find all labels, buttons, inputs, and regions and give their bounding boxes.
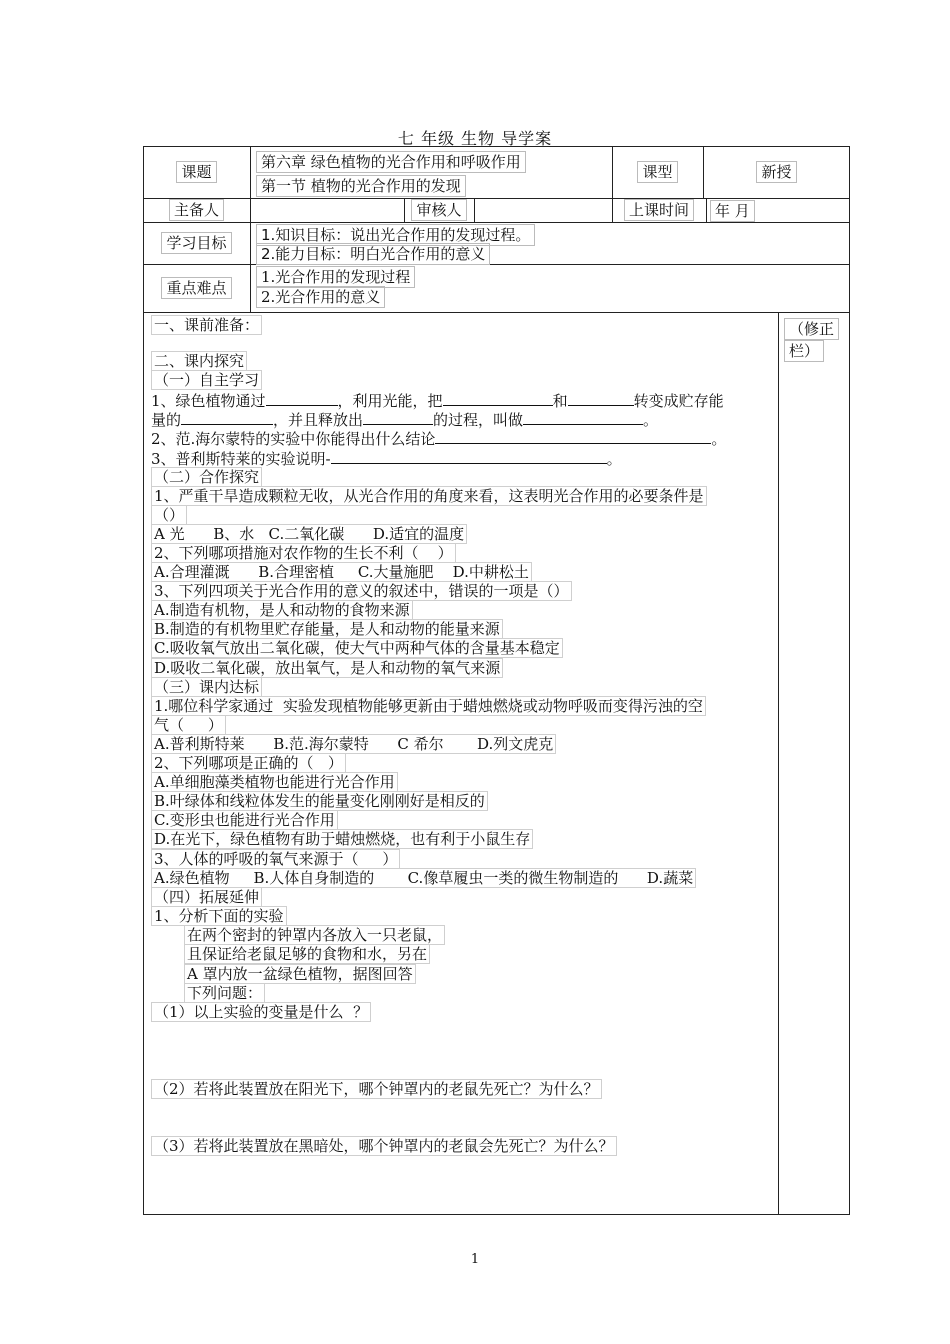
- question-goal-1: 1.哪位科学家通过 实验发现植物能够更新由于蜡烛燃烧或动物呼吸而变得污浊的空: [151, 697, 706, 716]
- question-goal-2-option-d: D.在光下，绿色植物有助于蜡烛燃烧，也有利于小鼠生存: [151, 830, 533, 849]
- question-goal-3-options: A.绿色植物 B.人体自身制造的 C.像草履虫一类的微生物制造的 D.蔬菜: [151, 869, 696, 888]
- question-coop-1-bracket: （）: [151, 506, 187, 525]
- question-goal-2-option-b: B.叶绿体和线粒体发生的能量变化刚刚好是相反的: [151, 792, 488, 811]
- preparer-label: 主备人: [143, 198, 250, 222]
- question-self-2: 2、范.海尔蒙特的实验中你能得出什么结论 。: [151, 430, 727, 448]
- answer-blank[interactable]: [181, 410, 273, 425]
- question-self-1-line-1: 1、绿色植物通过 ，利用光能，把 和 转变成贮存能: [151, 392, 724, 410]
- question-ext-part-1: （1）以上实验的变量是什么 ？: [151, 1003, 371, 1022]
- answer-blank[interactable]: [523, 410, 643, 425]
- question-coop-3-option-b: B.制造的有机物里贮存能量，是人和动物的能量来源: [151, 620, 503, 639]
- page-number: 1: [470, 1252, 480, 1267]
- question-coop-2-options: A.合理灌溉 B.合理密植 C.大量施肥 D.中耕松土: [151, 563, 532, 582]
- class-time-value: 年 月: [710, 200, 755, 222]
- topic-line-2: 第一节 植物的光合作用的发现: [256, 175, 466, 197]
- experiment-text-1: 在两个密封的钟罩内各放入一只老鼠，: [184, 926, 445, 945]
- question-ext-part-2: （2）若将此装置放在阳光下，哪个钟罩内的老鼠先死亡？为什么？: [151, 1080, 602, 1099]
- col-divider: [474, 198, 475, 222]
- question-self-1-line-2: 量的 ，并且释放出 的过程，叫做 。: [151, 411, 659, 429]
- question-coop-3-option-c: C.吸收氧气放出二氧化碳，使大气中两种气体的含量基本稳定: [151, 639, 563, 658]
- keypoint-1: 1.光合作用的发现过程: [256, 266, 415, 288]
- experiment-text-2: 且保证给老鼠足够的食物和水，另在: [184, 945, 430, 964]
- question-self-3: 3、普利斯特莱的实验说明- 。: [151, 450, 622, 468]
- col-divider: [706, 198, 707, 222]
- question-goal-1-options: A.普利斯特莱 B.范.海尔蒙特 C 希尔 D.列文虎克: [151, 735, 556, 754]
- goal-ability: 2.能力目标：明白光合作用的意义: [256, 243, 490, 265]
- goal-knowledge: 1.知识目标：说出光合作用的发现过程。: [256, 224, 535, 246]
- question-goal-2-option-a: A.单细胞藻类植物也能进行光合作用: [151, 773, 398, 792]
- type-label: 课型: [612, 146, 703, 198]
- question-goal-2: 2、下列哪项是正确的（ ）: [151, 754, 346, 773]
- row-divider: [143, 312, 850, 313]
- question-goal-3: 3、人体的呼吸的氧气来源于（ ）: [151, 850, 400, 869]
- topic-label: 课题: [143, 146, 250, 198]
- keypoint-2: 2.光合作用的意义: [256, 286, 385, 308]
- answer-blank[interactable]: [266, 391, 338, 406]
- answer-blank[interactable]: [443, 391, 553, 406]
- question-coop-2: 2、下列哪项措施对农作物的生长不利（ ）: [151, 544, 456, 563]
- question-coop-3-option-d: D.吸收二氧化碳，放出氧气，是人和动物的氧气来源: [151, 659, 503, 678]
- answer-blank[interactable]: [363, 410, 433, 425]
- page-title: 七 年级 生物 导学案: [397, 129, 553, 148]
- question-coop-3-option-a: A.制造有机物，是人和动物的食物来源: [151, 601, 413, 620]
- answer-blank[interactable]: [331, 449, 607, 464]
- revision-column-label: （修正 栏）: [784, 318, 839, 362]
- keypoints-label: 重点难点: [143, 264, 250, 312]
- answer-blank[interactable]: [568, 391, 634, 406]
- question-goal-2-option-c: C.变形虫也能进行光合作用: [151, 811, 338, 830]
- question-coop-1: 1、严重干旱造成颗粒无收，从光合作用的角度来看，这表明光合作用的必要条件是: [151, 487, 707, 506]
- question-goal-1-bracket: 气（ ）: [151, 716, 226, 735]
- question-coop-3: 3、下列四项关于光合作用的意义的叙述中，错误的一项是（）: [151, 582, 572, 601]
- section-pre-class: 一、课前准备：: [151, 316, 262, 335]
- goals-label: 学习目标: [143, 222, 250, 264]
- reviewer-label: 审核人: [404, 198, 474, 222]
- subsection-self-study: （一）自主学习: [151, 371, 262, 390]
- section-in-class: 二、课内探究: [151, 352, 247, 371]
- subsection-in-class-goals: （三）课内达标: [151, 678, 262, 697]
- experiment-text-3: A 罩内放一盆绿色植物，据图回答: [184, 965, 416, 984]
- experiment-text-4: 下列问题：: [184, 984, 265, 1003]
- question-coop-1-options: A 光 B、水 C.二氧化碳 D.适宜的温度: [151, 525, 467, 544]
- question-ext-part-3: （3）若将此装置放在黑暗处，哪个钟罩内的老鼠会先死亡？为什么？: [151, 1137, 617, 1156]
- col-divider: [250, 146, 251, 312]
- question-ext-1: 1、分析下面的实验: [151, 907, 287, 926]
- subsection-cooperative: （二）合作探究: [151, 468, 262, 487]
- class-time-label: 上课时间: [612, 198, 706, 222]
- topic-line-1: 第六章 绿色植物的光合作用和呼吸作用: [256, 151, 526, 173]
- type-value: 新授: [703, 146, 850, 198]
- col-divider: [778, 312, 779, 1215]
- subsection-extension: （四）拓展延伸: [151, 888, 262, 907]
- answer-blank[interactable]: [435, 429, 711, 444]
